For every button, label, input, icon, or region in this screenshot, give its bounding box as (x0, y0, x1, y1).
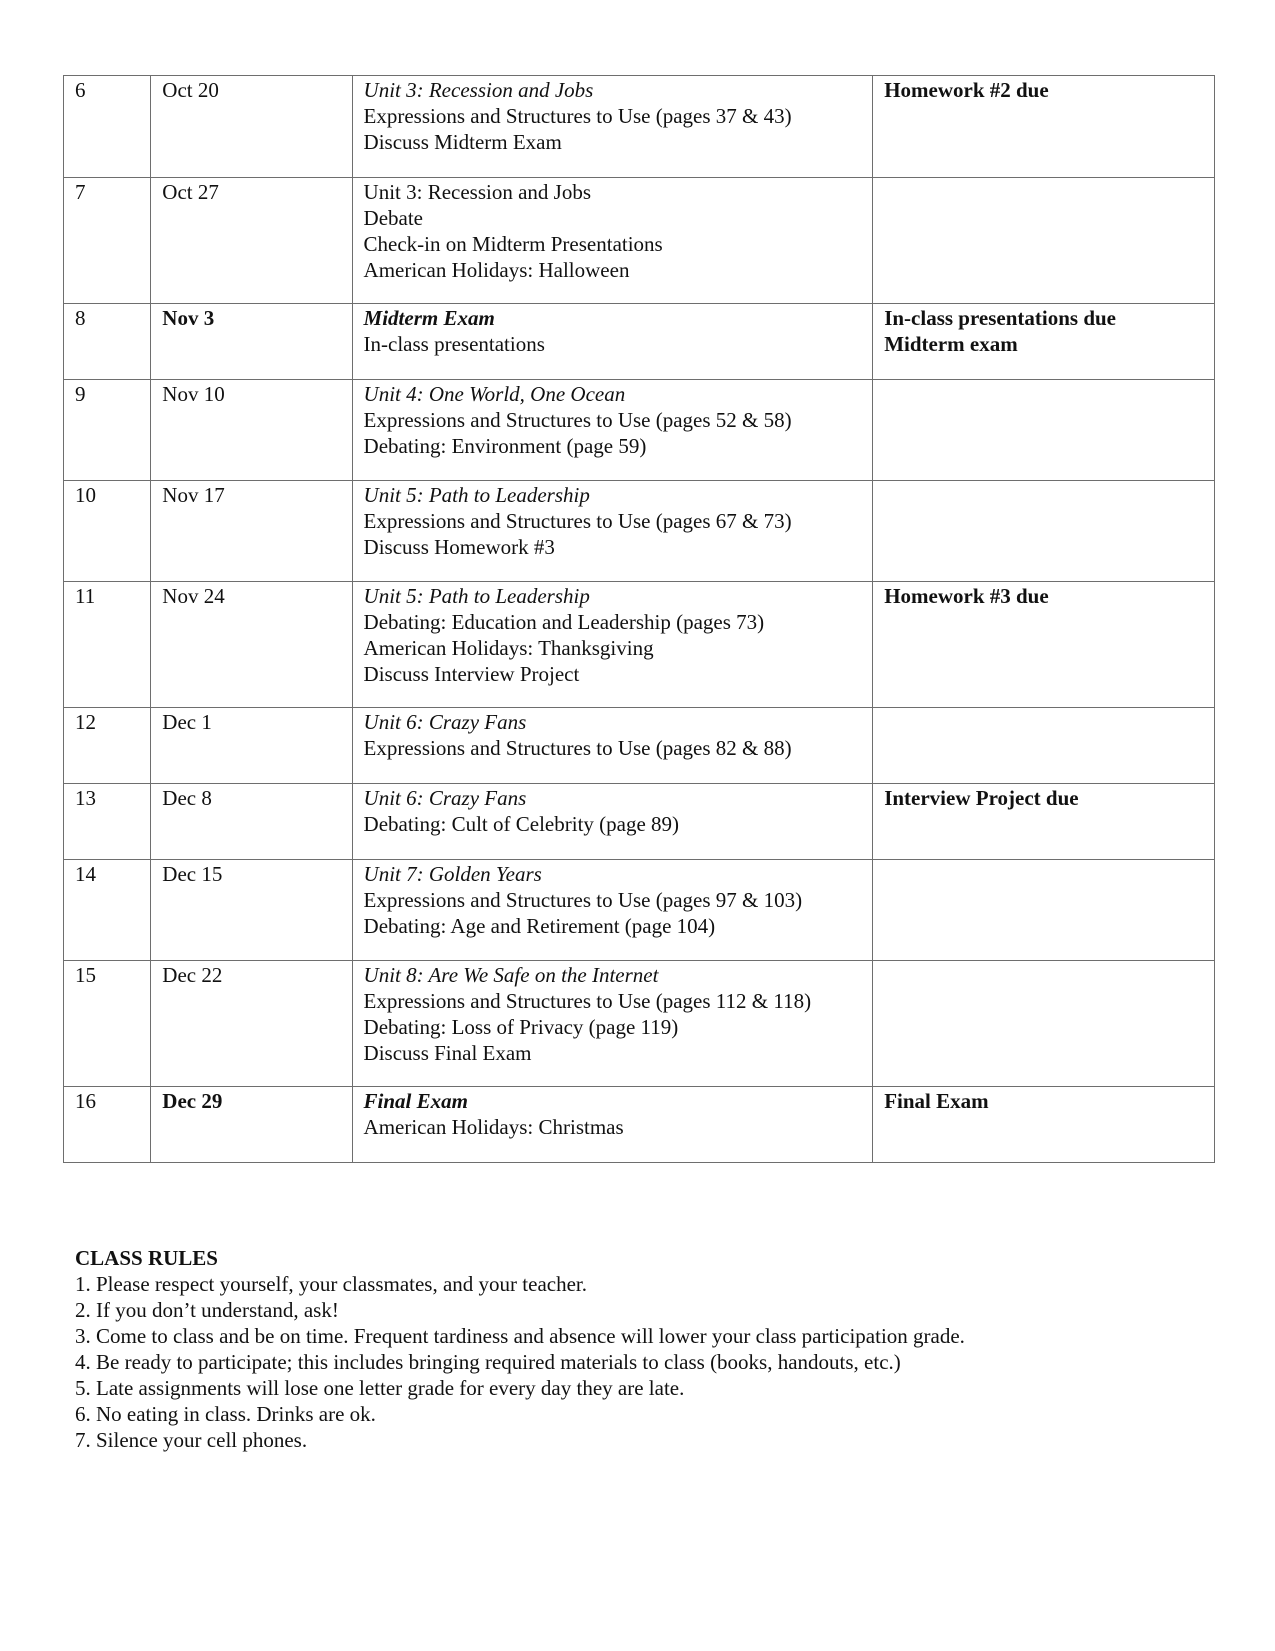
due-item: Homework #2 due (884, 78, 1049, 102)
week-cell (64, 582, 151, 708)
due-cell (873, 708, 1215, 784)
topic-cell (352, 860, 873, 961)
schedule-table (63, 75, 1215, 1163)
topic-cell (352, 380, 873, 481)
class-rule-item: 7. Silence your cell phones. (75, 1428, 308, 1452)
topic-line: In-class presentations (363, 332, 545, 356)
topic-title: Unit 6: Crazy Fans (363, 786, 527, 810)
topic-title: Unit 5: Path to Leadership (363, 584, 590, 608)
date-cell (151, 178, 352, 304)
week-cell (64, 860, 151, 961)
week-number: 9 (75, 382, 86, 406)
topic-line: Expressions and Structures to Use (pages 67 & 73) (363, 509, 792, 533)
due-item: Homework #3 due (884, 584, 1049, 608)
date-cell (151, 784, 352, 860)
topic-line: Expressions and Structures to Use (pages 82 & 88) (363, 736, 792, 760)
topic-title: Unit 6: Crazy Fans (363, 710, 527, 734)
topic-line: Discuss Final Exam (363, 1041, 532, 1065)
week-cell (64, 708, 151, 784)
topic-title: Unit 3: Recession and Jobs (363, 180, 592, 204)
due-cell (873, 582, 1215, 708)
class-date: Nov 17 (162, 483, 225, 507)
class-rules-heading: CLASS RULES (75, 1246, 218, 1270)
schedule-row (64, 961, 1215, 1087)
week-number: 15 (75, 963, 96, 987)
topic-line: Check-in on Midterm Presentations (363, 232, 663, 256)
class-date: Dec 22 (162, 963, 223, 987)
schedule-row (64, 1087, 1215, 1163)
topic-line: Expressions and Structures to Use (pages 37 & 43) (363, 104, 792, 128)
topic-line: Discuss Midterm Exam (363, 130, 562, 154)
class-rule-item: 5. Late assignments will lose one letter grade for every day they are late. (75, 1376, 685, 1400)
week-number: 8 (75, 306, 86, 330)
week-number: 10 (75, 483, 96, 507)
due-item: Interview Project due (884, 786, 1079, 810)
schedule-row (64, 76, 1215, 178)
topic-cell (352, 304, 873, 380)
topic-cell (352, 784, 873, 860)
topic-line: Debating: Education and Leadership (pages 73) (363, 610, 765, 634)
date-cell (151, 304, 352, 380)
due-cell (873, 178, 1215, 304)
class-rules (75, 1245, 1225, 1453)
class-date: Dec 29 (162, 1089, 223, 1113)
due-cell (873, 961, 1215, 1087)
topic-title: Unit 3: Recession and Jobs (363, 78, 594, 102)
topic-line: American Holidays: Christmas (363, 1115, 624, 1139)
week-number: 11 (75, 584, 96, 608)
topic-cell (352, 582, 873, 708)
topic-cell (352, 708, 873, 784)
date-cell (151, 860, 352, 961)
topic-cell (352, 76, 873, 178)
schedule-row (64, 178, 1215, 304)
week-number: 13 (75, 786, 96, 810)
week-cell (64, 784, 151, 860)
class-rule-item: 2. If you don’t understand, ask! (75, 1298, 339, 1322)
schedule-row (64, 380, 1215, 481)
date-cell (151, 582, 352, 708)
week-cell (64, 76, 151, 178)
class-date: Oct 27 (162, 180, 219, 204)
topic-title: Unit 7: Golden Years (363, 862, 542, 886)
topic-line: Discuss Homework #3 (363, 535, 555, 559)
date-cell (151, 380, 352, 481)
week-number: 6 (75, 78, 86, 102)
due-item: Midterm exam (884, 332, 1018, 356)
topic-title: Unit 8: Are We Safe on the Internet (363, 963, 659, 987)
week-cell (64, 178, 151, 304)
week-number: 7 (75, 180, 86, 204)
class-rule-item: 6. No eating in class. Drinks are ok. (75, 1402, 376, 1426)
due-cell (873, 784, 1215, 860)
class-rule-item: 3. Come to class and be on time. Frequent tardiness and absence will lower your class participation grade. (75, 1324, 965, 1348)
class-date: Dec 1 (162, 710, 212, 734)
due-cell (873, 481, 1215, 582)
topic-line: Debating: Loss of Privacy (page 119) (363, 1015, 679, 1039)
class-rule-item: 4. Be ready to participate; this includes bringing required materials to class (books, handouts, etc.) (75, 1350, 901, 1374)
topic-cell (352, 178, 873, 304)
schedule-row (64, 304, 1215, 380)
due-cell (873, 860, 1215, 961)
week-cell (64, 1087, 151, 1163)
schedule-row (64, 708, 1215, 784)
week-cell (64, 380, 151, 481)
schedule-body (64, 76, 1215, 1163)
schedule-row (64, 860, 1215, 961)
topic-line: Discuss Interview Project (363, 662, 580, 686)
topic-title: Unit 4: One World, One Ocean (363, 382, 626, 406)
schedule-row (64, 784, 1215, 860)
class-rule-item: 1. Please respect yourself, your classmates, and your teacher. (75, 1272, 587, 1296)
week-number: 12 (75, 710, 96, 734)
due-item: Final Exam (884, 1089, 989, 1113)
schedule-row (64, 582, 1215, 708)
class-date: Nov 10 (162, 382, 225, 406)
topic-line: Expressions and Structures to Use (pages 97 & 103) (363, 888, 803, 912)
class-date: Oct 20 (162, 78, 219, 102)
date-cell (151, 961, 352, 1087)
topic-line: Debating: Environment (page 59) (363, 434, 647, 458)
date-cell (151, 481, 352, 582)
topic-line: Expressions and Structures to Use (pages 112 & 118) (363, 989, 812, 1013)
week-number: 14 (75, 862, 96, 886)
class-date: Nov 3 (162, 306, 215, 330)
date-cell (151, 708, 352, 784)
topic-cell (352, 1087, 873, 1163)
topic-cell (352, 961, 873, 1087)
topic-line: Debate (363, 206, 423, 230)
topic-line: Debating: Age and Retirement (page 104) (363, 914, 716, 938)
week-cell (64, 961, 151, 1087)
topic-title: Midterm Exam (363, 306, 495, 330)
topic-title: Unit 5: Path to Leadership (363, 483, 590, 507)
topic-title: Final Exam (363, 1089, 468, 1113)
class-date: Nov 24 (162, 584, 225, 608)
due-cell (873, 304, 1215, 380)
date-cell (151, 76, 352, 178)
due-cell (873, 1087, 1215, 1163)
topic-line: American Holidays: Halloween (363, 258, 630, 282)
due-cell (873, 76, 1215, 178)
date-cell (151, 1087, 352, 1163)
week-cell (64, 304, 151, 380)
topic-line: Expressions and Structures to Use (pages 52 & 58) (363, 408, 792, 432)
class-date: Dec 8 (162, 786, 212, 810)
class-rules-list (75, 1271, 1225, 1453)
class-date: Dec 15 (162, 862, 223, 886)
due-item: In-class presentations due (884, 306, 1116, 330)
schedule-row (64, 481, 1215, 582)
due-cell (873, 380, 1215, 481)
week-cell (64, 481, 151, 582)
week-number: 16 (75, 1089, 96, 1113)
topic-line: American Holidays: Thanksgiving (363, 636, 654, 660)
topic-cell (352, 481, 873, 582)
topic-line: Debating: Cult of Celebrity (page 89) (363, 812, 680, 836)
